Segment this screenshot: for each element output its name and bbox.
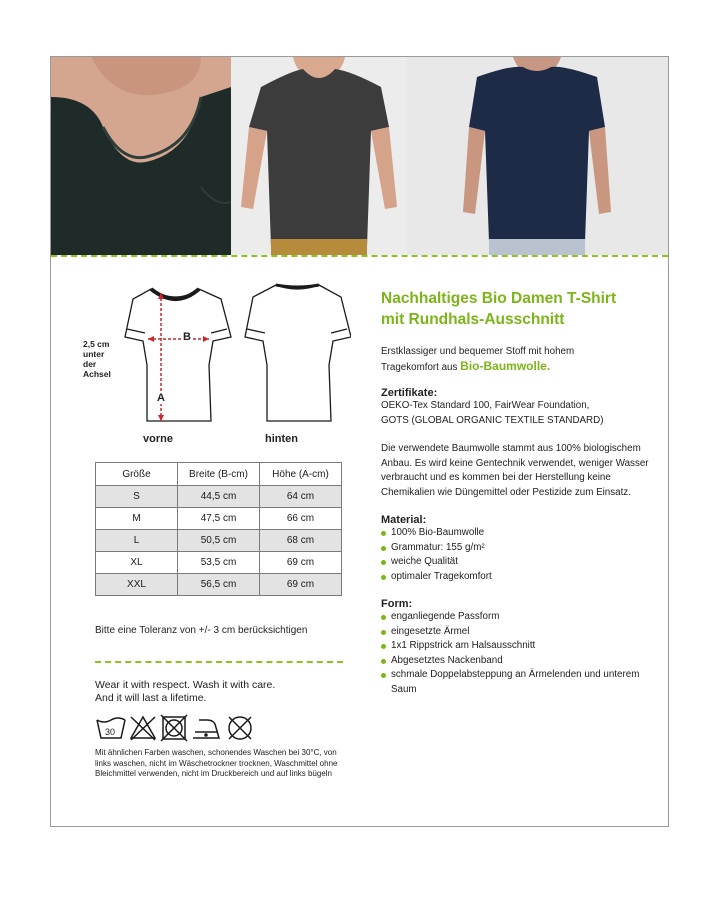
letter-b: B bbox=[183, 331, 191, 343]
header-size: Größe bbox=[96, 463, 178, 486]
form-list bbox=[381, 610, 651, 697]
tolerance-note: Bitte eine Toleranz von +/- 3 cm berücksichtigen bbox=[95, 625, 308, 636]
list-item: 100% Bio-Baumwolle bbox=[381, 526, 651, 541]
cell-size: M bbox=[96, 508, 178, 530]
list-item: eingesetzte Ärmel bbox=[381, 625, 651, 640]
cell-size: S bbox=[96, 486, 178, 508]
table-header-row bbox=[96, 463, 342, 486]
photo-front-view bbox=[231, 57, 407, 255]
table-row bbox=[96, 486, 342, 508]
intro-line-1: Erstklassiger und bequemer Stoff mit hohem bbox=[381, 346, 575, 357]
section-divider bbox=[51, 255, 668, 257]
iron-low-icon bbox=[193, 720, 219, 738]
product-info bbox=[381, 288, 651, 697]
list-item: schmale Doppelabsteppung an Ärmelenden und unterem Saum bbox=[381, 668, 651, 697]
product-intro bbox=[381, 344, 651, 375]
care-divider bbox=[95, 661, 343, 663]
care-line-2: And it will last a lifetime. bbox=[95, 692, 207, 704]
cell-height: 68 cm bbox=[260, 530, 342, 552]
list-item: 1x1 Rippstrick am Halsausschnitt bbox=[381, 639, 651, 654]
list-item: enganliegende Passform bbox=[381, 610, 651, 625]
cell-width: 44,5 cm bbox=[178, 486, 260, 508]
list-item: optimaler Tragekomfort bbox=[381, 570, 651, 585]
cert-heading: Zertifikate: bbox=[381, 387, 438, 399]
header-height: Höhe (A-cm) bbox=[260, 463, 342, 486]
product-sheet bbox=[50, 56, 669, 827]
tshirt-outlines bbox=[81, 279, 351, 464]
product-description: Die verwendete Baumwolle stammt aus 100% biologischem Anbau. Es wird keine Gentechnik verwendet, weniger Wasser verbraucht und es kommen bei der Herstellung keine Chemikalien wie Düngemittel oder Pestizide zum Einsatz. bbox=[381, 443, 649, 498]
letter-a: A bbox=[157, 392, 165, 404]
cell-size: L bbox=[96, 530, 178, 552]
garment-diagrams bbox=[81, 279, 351, 464]
material-list bbox=[381, 526, 651, 584]
photo-strip bbox=[51, 57, 668, 255]
intro-highlight: Bio-Baumwolle. bbox=[460, 359, 551, 373]
no-dry-clean-icon bbox=[229, 717, 251, 739]
no-bleach-icon bbox=[131, 717, 155, 740]
back-label: hinten bbox=[265, 433, 298, 445]
table-row bbox=[96, 574, 342, 596]
list-item: weiche Qualität bbox=[381, 555, 651, 570]
care-line-1: Wear it with respect. Wash it with care. bbox=[95, 679, 276, 691]
title-line-1: Nachhaltiges Bio Damen T-Shirt bbox=[381, 290, 617, 307]
table-row bbox=[96, 530, 342, 552]
photo-back-view bbox=[407, 57, 668, 255]
header-width: Breite (B-cm) bbox=[178, 463, 260, 486]
no-tumble-dry-icon bbox=[161, 715, 187, 741]
wash-temp-text: 30 bbox=[105, 727, 116, 737]
care-icons bbox=[95, 714, 265, 742]
title-line-2: mit Rundhals-Ausschnitt bbox=[381, 311, 565, 328]
photo-neckline-closeup bbox=[51, 57, 231, 255]
form-heading: Form: bbox=[381, 598, 413, 610]
material-heading: Material: bbox=[381, 514, 427, 526]
front-label: vorne bbox=[143, 433, 173, 445]
intro-line-2-wrap bbox=[381, 359, 651, 375]
intro-line-2: Tragekomfort aus bbox=[381, 362, 458, 373]
cell-size: XXL bbox=[96, 574, 178, 596]
table-row bbox=[96, 508, 342, 530]
cell-size: XL bbox=[96, 552, 178, 574]
measure-note: 2,5 cm unter der Achsel bbox=[83, 339, 111, 379]
list-item: Grammatur: 155 g/m² bbox=[381, 541, 651, 556]
cell-width: 56,5 cm bbox=[178, 574, 260, 596]
cert-line-2: GOTS (GLOBAL ORGANIC TEXTILE STANDARD) bbox=[381, 414, 604, 426]
cert-line-1: OEKO-Tex Standard 100, FairWear Foundation, bbox=[381, 400, 590, 411]
size-table bbox=[95, 462, 342, 596]
product-title bbox=[381, 288, 651, 330]
cell-height: 64 cm bbox=[260, 486, 342, 508]
care-slogan bbox=[95, 679, 275, 705]
cell-height: 69 cm bbox=[260, 552, 342, 574]
cell-width: 53,5 cm bbox=[178, 552, 260, 574]
cell-width: 47,5 cm bbox=[178, 508, 260, 530]
cell-height: 66 cm bbox=[260, 508, 342, 530]
cell-width: 50,5 cm bbox=[178, 530, 260, 552]
cell-height: 69 cm bbox=[260, 574, 342, 596]
list-item: Abgesetztes Nackenband bbox=[381, 654, 651, 669]
care-instructions: Mit ähnlichen Farben waschen, schonendes Waschen bei 30°C, von links waschen, nicht im Wäschetrockner trocknen, Waschmittel ohne Bleichmittel verwenden, nicht im Druckbereich und auf links bügeln bbox=[95, 748, 338, 778]
table-row bbox=[96, 552, 342, 574]
